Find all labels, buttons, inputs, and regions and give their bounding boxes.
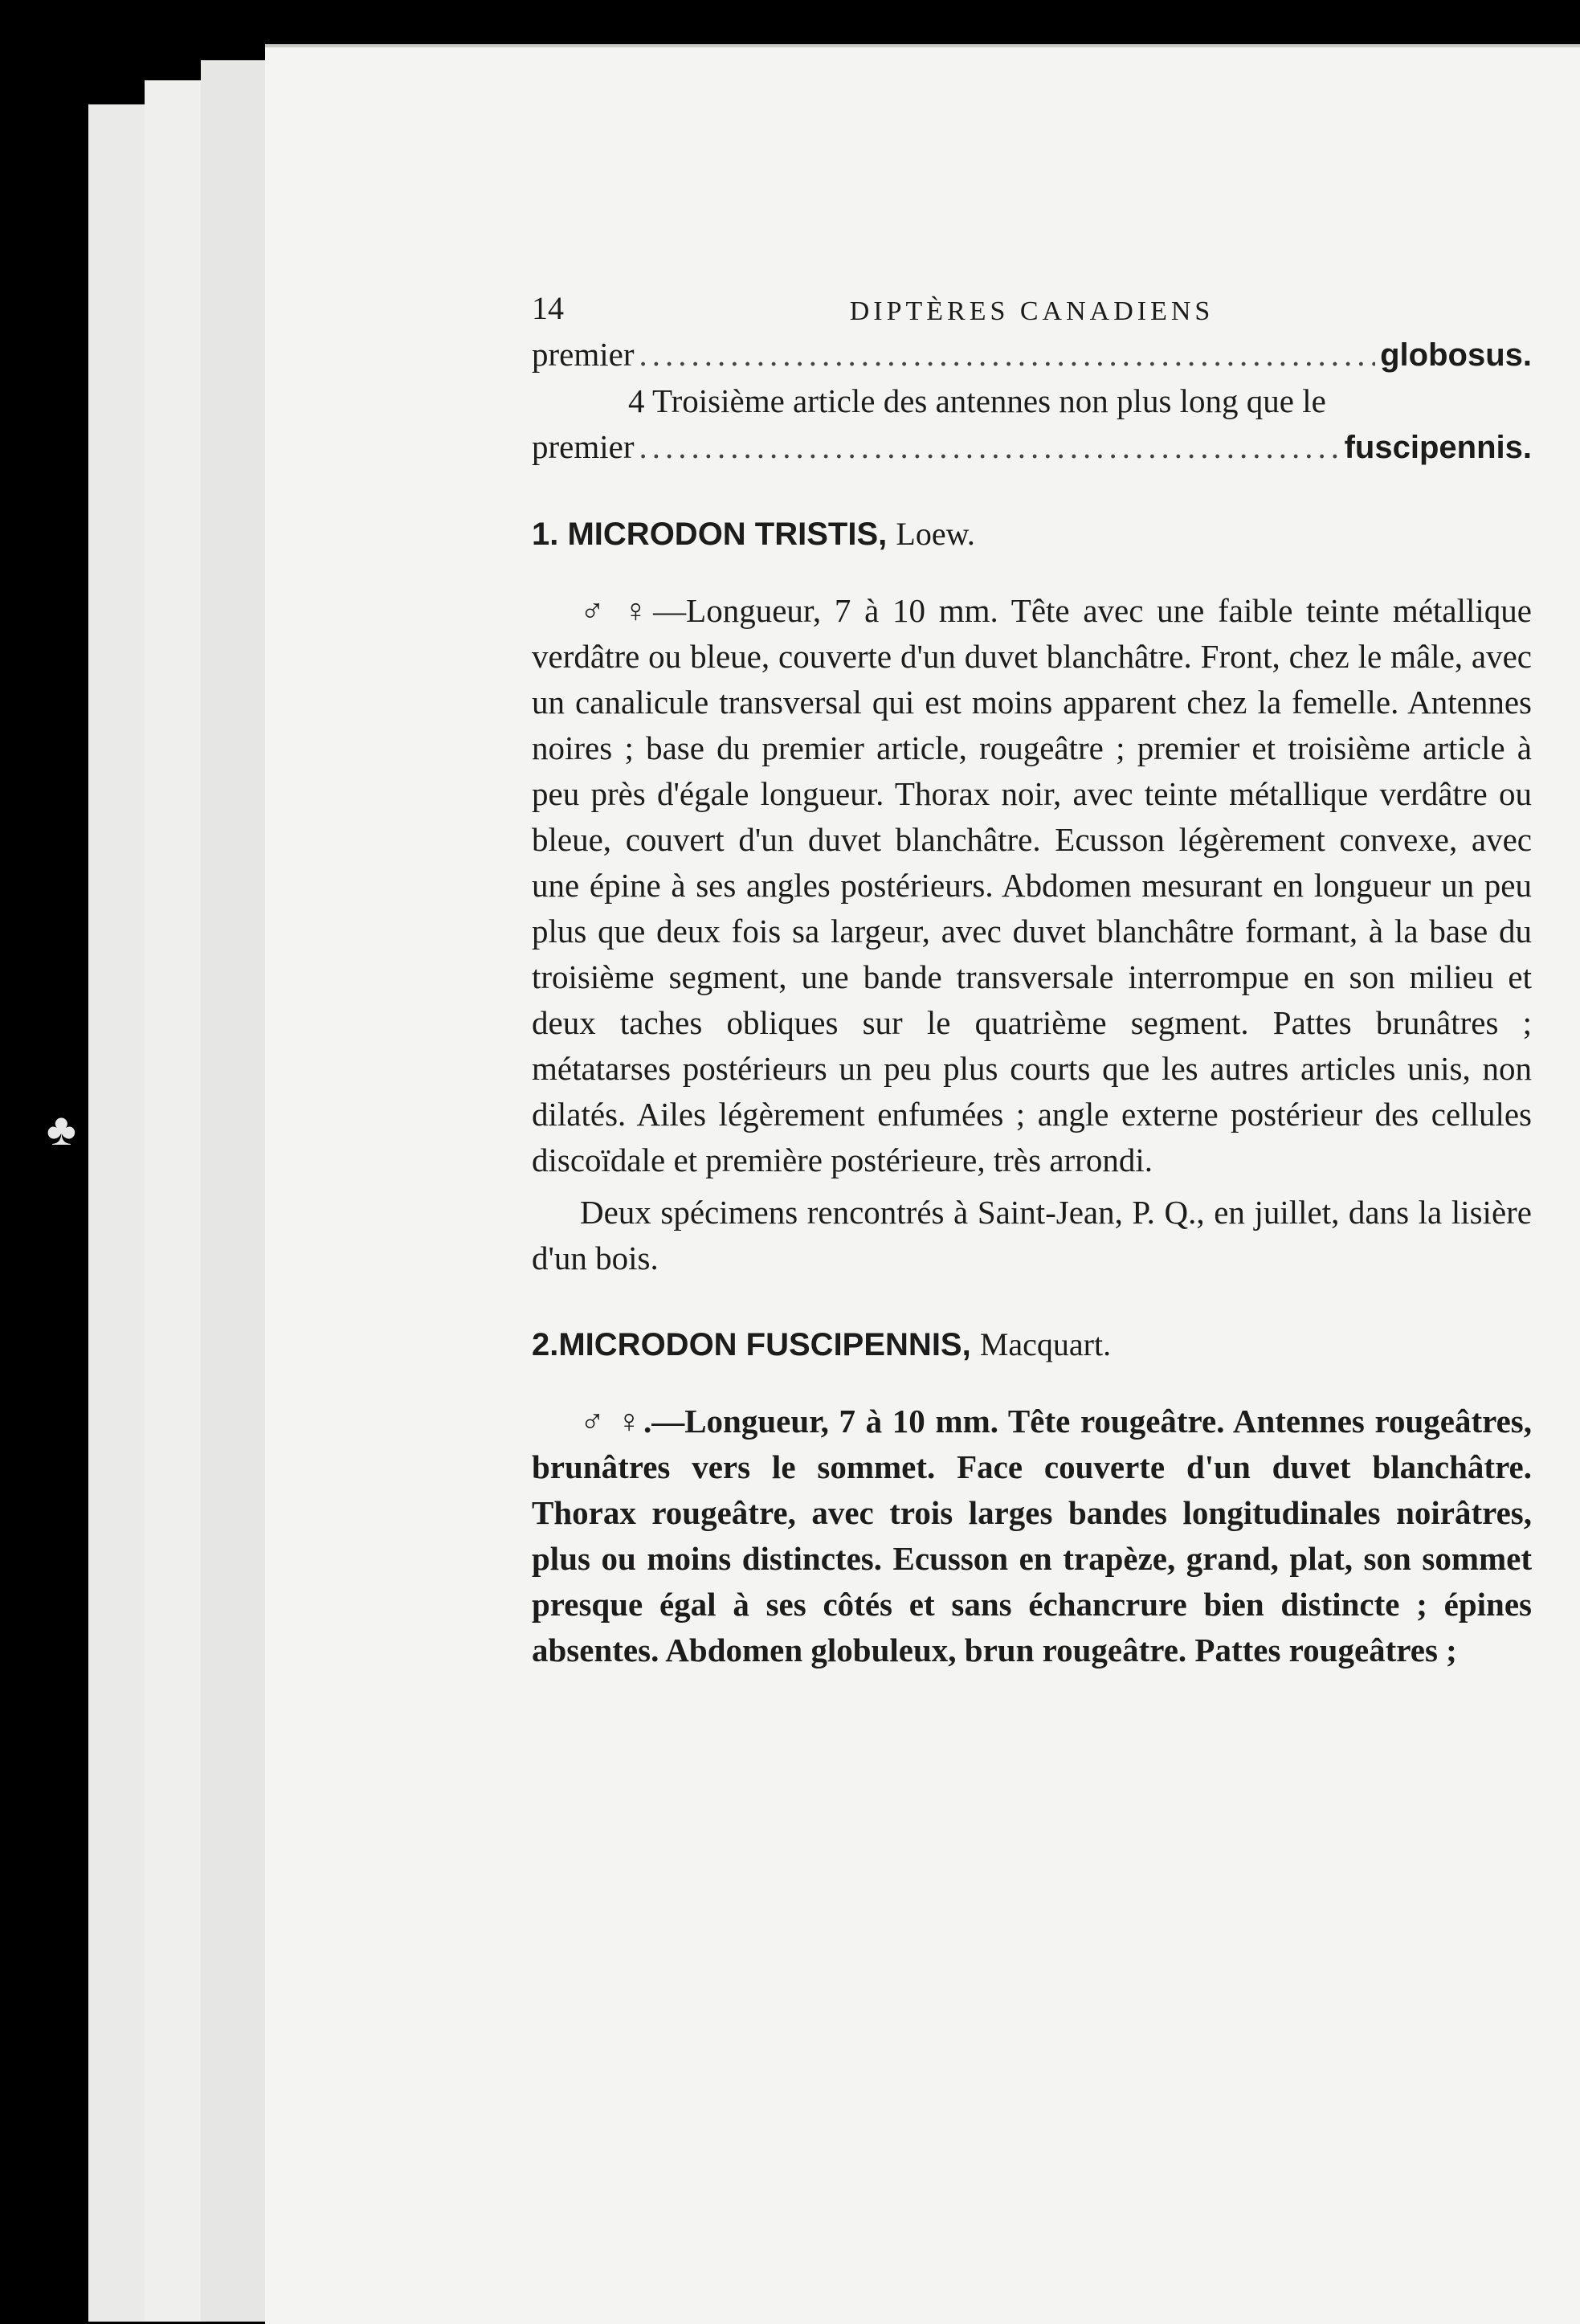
description-paragraph: ♂ ♀—Longueur, 7 à 10 mm. Tête avec une faible teinte métallique verdâtre ou bleue, couverte d'un duvet blanchâtre. Front, chez le mâle, avec un canalicule transversal qui est moins apparent chez la femelle. Antennes noires ; base du premier article, rougeâtre ; premier et troisième article à peu près d'égale longueur. Thorax noir, avec teinte métallique verdâtre ou bleue, couvert d'un duvet blanchâtre. Ecusson légèrement convexe, avec une épine à ses angles postérieurs. Abdomen mesurant en longueur un peu plus que deux fois sa largeur, avec duvet blanchâtre formant, à la base du troisième segment, une bande transversale interrompue en son milieu et deux taches obliques sur le quatrième segment. Pattes brunâtres ; métatarses postérieurs un peu plus courts que les autres articles unis, non dilatés. Ailes légèrement enfumées ; angle externe postérieur des cellules discoïdale et première postérieure, très arrondi.: [532, 592, 1532, 1178]
species-number: 2.: [532, 1327, 559, 1362]
key-text: premier: [532, 428, 635, 465]
species-author: Macquart.: [979, 1326, 1112, 1362]
species-heading: [532, 1321, 1532, 1368]
key-taxon: fuscipennis.: [1344, 430, 1532, 465]
species-heading: [532, 511, 1532, 558]
page-top-edge: [265, 44, 1580, 47]
description-paragraph: ♂ ♀.—Longueur, 7 à 10 mm. Tête rougeâtre. Antennes rougeâtres, brunâtres vers le sommet. Face couverte d'un duvet blanchâtre. Thorax rougeâtre, avec trois larges bandes longitudinales noirâtres, plus ou moins distinctes. Ecusson en trapèze, grand, plat, son sommet presque égal à ses côtés et sans échancrure bien distincte ; épines absentes. Abdomen globuleux, brun rougeâtre. Pattes rougeâtres ;: [532, 1403, 1532, 1668]
key-taxon: globosus.: [1380, 337, 1532, 373]
species-name: MICRODON FUSCIPENNIS,: [558, 1327, 971, 1362]
key-text: premier: [532, 336, 635, 373]
record-paragraph: Deux spécimens rencontrés à Saint-Jean, P. Q., en juillet, dans la lisière d'un bois.: [532, 1194, 1532, 1276]
page-number: 14: [532, 290, 564, 326]
key-line: 4 Troisième article des antennes non plus long que le: [628, 382, 1326, 419]
running-header: [532, 285, 1532, 332]
key-line: [532, 424, 1532, 471]
leader-dots: [639, 332, 1375, 378]
margin-mark: ♣: [47, 1105, 76, 1155]
species-author: Loew.: [896, 516, 975, 552]
leader-dots: [639, 424, 1339, 470]
key-line: [532, 332, 1532, 378]
species-name: MICRODON TRISTIS,: [567, 517, 888, 552]
running-title: DIPTÈRES CANADIENS: [849, 296, 1215, 326]
page-text: [532, 285, 1532, 1673]
species-number: 1.: [532, 517, 559, 552]
